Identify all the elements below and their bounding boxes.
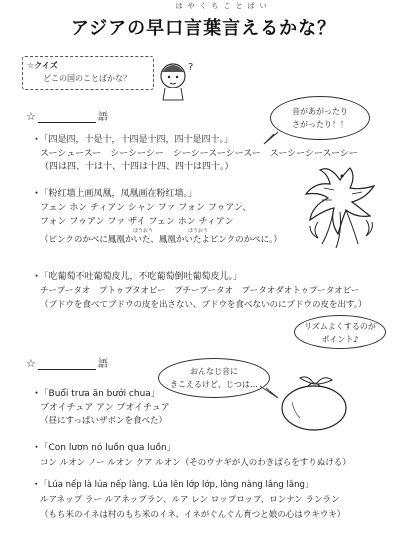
- quiz-question: どこの国のことばかな？: [43, 74, 131, 83]
- s1-item2-furigana: ほうおう: [188, 228, 209, 234]
- section1-star: ☆: [26, 110, 36, 123]
- bubble-text: さがったり！！: [292, 120, 348, 129]
- quiz-label: ☆クイズ: [27, 61, 58, 70]
- s1-item2-furigana: ほうおう: [133, 228, 154, 234]
- s2-item1-gloss: （昼にすっぱいザボンを食べた）: [40, 416, 167, 426]
- section2-heading: [26, 355, 108, 370]
- s1-item2-original: ・ 「粉红墙上画凤凰，凤凰画在粉红墙。」: [32, 189, 198, 199]
- s2-item2-original: ・ 「Con lươn nó luồn qua luồn」: [32, 443, 176, 453]
- section1-answer-blank: [38, 112, 96, 123]
- bubble-text: ポイント♪: [321, 335, 359, 344]
- section2-star: ☆: [26, 357, 36, 370]
- s2-item3-reading: ルアネップ ラー ルアネップラン、ルア レン ロップロップ、ロンナン ランラン: [40, 495, 340, 505]
- s1-item1-reading: スーシュースー シーシーシー シーシースーシースー スーシーシースーシー: [40, 149, 358, 159]
- bubble-text: きこえるけど、じつは…: [170, 380, 258, 389]
- s1-item3-gloss: （ブドウを食べてブドウの皮を出さない、ブドウを食べないのにブドウの皮を出す。）: [40, 300, 367, 310]
- section2-suffix: 語: [97, 359, 108, 370]
- s1-item1-gloss: （四は四、十は十、十四は十四、四十は四十。）: [40, 162, 234, 172]
- s2-item1-original: ・ 「Buổi trưa ăn bưởi chua」: [32, 389, 160, 399]
- thinking-child-icon: [157, 58, 197, 102]
- s2-item3-original: ・ 「Lúa nếp là lúa nếp làng. Lúa lên lớp lớp, lòng nàng lâng lâng」: [32, 480, 314, 490]
- section2-answer-blank: [38, 359, 96, 370]
- page-title: アジアの早口言葉言えるかな？: [70, 18, 337, 39]
- s2-item3-gloss: （もち米のイネは村のもち米のイネ、イネがぐんぐん育つと娘の心はウキウキ）: [40, 510, 346, 520]
- bubble-text: おんなじ音に: [190, 367, 238, 376]
- bubble-text: リズムよくするのが: [304, 322, 376, 331]
- s2-item2-reading: コン ルオン ノー ルオン クア ルオン（そのウナギが人のわきばらをすりぬける）: [40, 458, 351, 468]
- s1-item2-reading1: フェン ホン チィアン シャン ファ フォン フゥアン、: [40, 203, 252, 213]
- s1-item1-original: ・ 「四是四，十是十，十四是十四，四十是四十。」: [32, 135, 234, 145]
- speech-bubble-same-sound: [158, 358, 270, 398]
- bubble-text: 音があがったり: [292, 107, 348, 116]
- bubble-tail: [262, 130, 282, 146]
- s1-item3-original: ・ 「吃葡萄不吐葡萄皮儿，不吃葡萄倒吐葡萄皮儿。」: [32, 272, 243, 282]
- quiz-box: [22, 56, 154, 90]
- svg-text:?: ?: [188, 62, 194, 73]
- title-ruby: はやくちことばい: [175, 2, 272, 10]
- phoenix-illustration: [300, 160, 380, 250]
- pomelo-illustration: [278, 372, 350, 432]
- bubble-tail: [258, 384, 280, 400]
- s1-item2-reading2: フォン フゥアン ファ ザイ フェン ホン チィアン: [40, 217, 234, 227]
- s1-item2-gloss: （ピンクのかべに鳳凰かいた、鳳凰かいたよピンクのかべに。）: [40, 235, 282, 245]
- s1-item3-reading: チープータオ プトゥプタオピー プチープータオ プータオダオトゥプータオピー: [40, 286, 360, 296]
- section1-heading: [26, 108, 108, 123]
- speech-bubble-rhythm: [294, 315, 386, 349]
- speech-bubble-pitch: [270, 96, 370, 140]
- section1-suffix: 語: [97, 112, 108, 123]
- s2-item1-reading: ブオイチュア アン ブオイチュア: [40, 403, 170, 413]
